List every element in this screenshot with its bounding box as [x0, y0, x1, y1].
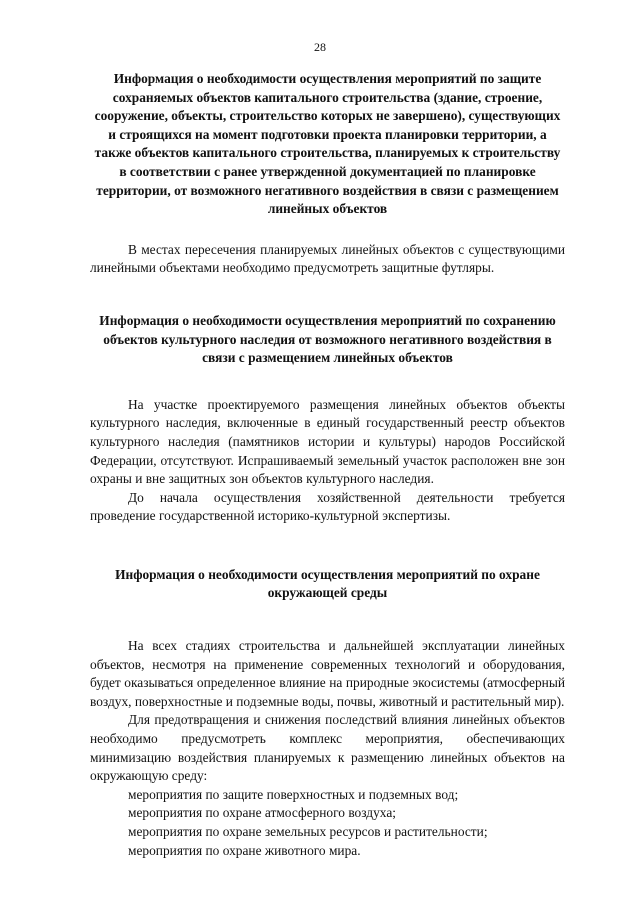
paragraph: До начала осуществления хозяйственной деятельности требуется проведение государственной историко-культурной экспертизы. — [90, 489, 565, 524]
section-heading-protection: Информация о необходимости осуществления мероприятий по защите сохраняемых объектов капитального строительства (здание, строение, сооружение, объекты, строительство которых не завершено), существующих и строящихся на момент подготовки проекта планировки территории, а также объектов капитального строительства, планируемых к строительству в соответствии с ранее утвержденной документацией по планировке территории, от возможного негативного воздействия в связи с размещением линейных объектов — [94, 71, 561, 217]
list-item: мероприятия по защите поверхностных и подземных вод; — [128, 786, 459, 802]
section-heading-environment: Информация о необходимости осуществления мероприятий по охране окружающей среды — [115, 566, 540, 601]
paragraph: На участке проектируемого размещения линейных объектов объекты культурного наследия, включенные в единый государственный реестр объектов культурного наследия (памятников истории и культуры) народов Российской Федерации, отсутствуют. Испрашиваемый земельный участок расположен вне зон охраны и вне защитных зон объектов культурного наследия. — [90, 396, 565, 487]
section-heading-cultural-heritage: Информация о необходимости осуществления мероприятий по сохранению объектов культурного наследия от возможного негативного воздействия в связи с размещением линейных объектов — [99, 312, 556, 366]
paragraph: Для предотвращения и снижения последствий влияния линейных объектов необходимо предусмотреть комплекс мероприятия, обеспечивающих минимизацию воздействия планируемых к размещению линейных объектов на окружающую среду: — [90, 712, 565, 784]
paragraph: В местах пересечения планируемых линейных объектов с существующими линейными объектами необходимо предусмотреть защитные футляры. — [90, 241, 565, 276]
list-item: мероприятия по охране земельных ресурсов и растительности; — [128, 824, 488, 839]
paragraph: На всех стадиях строительства и дальнейшей эксплуатации линейных объектов, несмотря на применение современных технологий и оборудования, будет оказываться определенное влияние на природные экосистемы (атмосферный воздух, поверхностные и подземные воды, почвы, животный и растительный мир). — [90, 638, 565, 709]
list-item: мероприятия по охране животного мира. — [128, 842, 361, 858]
list-item: мероприятия по охране атмосферного воздуха; — [128, 805, 396, 821]
page-number: 28 — [314, 40, 326, 54]
page-content — [90, 70, 565, 860]
